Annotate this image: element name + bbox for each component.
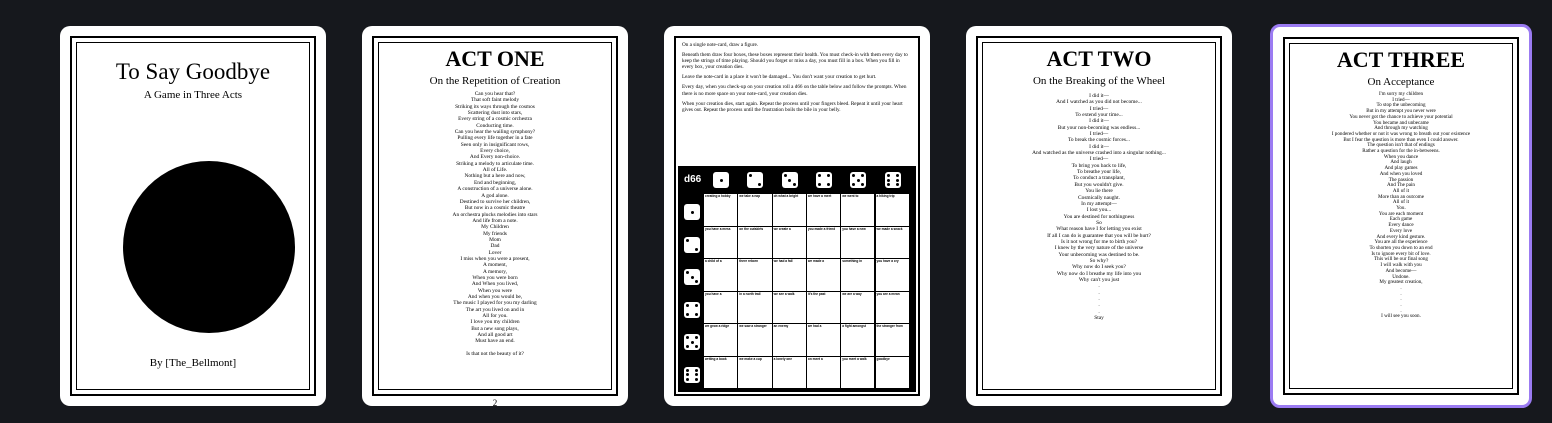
d66-cell: [841, 324, 874, 356]
poem-line: An orchestra plucks melodies into stars: [452, 211, 538, 218]
d66-cell-heading: something in: [842, 259, 863, 263]
die-pip: [887, 179, 890, 182]
die-pip: [691, 276, 694, 279]
poem-line: More than an outcome: [1378, 193, 1424, 200]
rules-paragraph: Leave the note-card in a place it won't be damaged... You don't want your creation to get hurt.: [682, 74, 877, 81]
die-pip: [720, 179, 723, 182]
die-pip: [788, 179, 791, 182]
act-one-card[interactable]: [362, 26, 628, 406]
poem-line: So why?: [1089, 257, 1109, 264]
poem-line: You.: [1396, 205, 1406, 212]
cover-subtitle: A Game in Three Acts: [143, 89, 243, 101]
cover-title: To Say Goodbye: [115, 59, 271, 84]
poem-line: You never got the chance to achieve your potential: [1349, 113, 1453, 120]
poem-line: I did it—: [1089, 93, 1109, 99]
d66-cell: [841, 292, 874, 324]
die-pip: [695, 345, 698, 348]
poem-line: The passion: [1388, 176, 1414, 183]
d66-cell: [704, 292, 737, 324]
d66-cell-heading: it's the past: [807, 291, 826, 296]
poem-line: When you dance: [1383, 153, 1419, 160]
poem-line: And all good art: [477, 332, 513, 339]
poem-line: But you wouldn't give.: [1074, 181, 1124, 188]
d66-cell-heading: you have a new: [842, 226, 866, 231]
poem-line: I miss when you were a present,: [460, 255, 530, 262]
d66-cell: [841, 194, 874, 226]
d66-cell-heading: we had a fall: [773, 259, 793, 263]
poem-line: .: [1098, 302, 1100, 309]
poem-line: .: [1400, 284, 1402, 291]
d66-cell-heading: the stranger from: [876, 324, 903, 328]
poem-line: And become—: [1385, 267, 1417, 274]
d66-cell-heading: on meet a: [807, 356, 823, 361]
poem-line: And when you would be,: [467, 294, 523, 300]
act-two-inner-frame: [982, 42, 1216, 390]
poem-line: I did it—: [1089, 143, 1109, 150]
poem-line: Nothing but a here and now,: [464, 173, 526, 180]
d66-cell: [807, 194, 840, 226]
poem-line: You are destined for nothingness: [1063, 213, 1135, 220]
poem-line: Is to ignore every bit of love.: [1371, 250, 1431, 257]
poem-line: Each game: [1389, 216, 1413, 223]
poem-line: A god alone.: [481, 192, 509, 199]
d66-cell: [841, 357, 874, 389]
poem-line: But now in a cosmic theatre: [464, 205, 526, 212]
poem-line: And through my watching: [1374, 125, 1428, 132]
die-pip: [691, 211, 694, 214]
poem-line: I did it—: [1089, 118, 1109, 125]
d66-cell-heading: we went to: [842, 194, 859, 198]
poem-line: Why can't you just: [1078, 276, 1120, 283]
page-number: 2: [492, 398, 498, 408]
d66-cell-heading: we made a: [807, 259, 825, 263]
d66-cell: [738, 357, 771, 389]
die-pip: [784, 174, 787, 177]
poem-line: Can you hear the wailing symphony?: [454, 129, 536, 136]
d66-cell-heading: a hiking trip: [876, 194, 895, 198]
die-face-2-icon: [747, 172, 763, 188]
die-pip: [686, 336, 689, 339]
act-three-poem: [1290, 92, 1512, 320]
d66-cell: [876, 227, 909, 259]
die-pip: [861, 174, 864, 177]
poem-line: A construction of a universe alone.: [457, 186, 533, 193]
poem-line: You are each moment: [1378, 210, 1424, 217]
d66-cell-heading: you are a mean: [876, 291, 900, 296]
d66-cell: [738, 292, 771, 324]
d66-label: d66: [684, 174, 702, 185]
poem-line: I'm sorry my children: [1378, 91, 1424, 97]
poem-line: .: [1098, 308, 1100, 315]
d66-grid: [704, 194, 914, 390]
die-pip: [695, 378, 698, 381]
d66-cell-heading: we are a way: [842, 291, 862, 296]
poem-line: But in my attempt you never were: [1366, 108, 1436, 115]
poem-line: When you were: [477, 287, 513, 294]
die-face-4-icon: [684, 302, 700, 318]
poem-line: Conducting time.: [476, 122, 514, 129]
poem-line: To stop the unbecoming: [1376, 102, 1426, 109]
die-pip: [793, 183, 796, 186]
act-one-subtitle: On the Repetition of Creation: [429, 75, 561, 87]
black-circle-illustration: [123, 161, 295, 333]
d66-cell: [876, 292, 909, 324]
d66-cell-heading: a fight amongst: [842, 324, 866, 328]
poem-line: Must have an end.: [475, 338, 515, 345]
poem-line: All of it: [1392, 199, 1410, 206]
die-pip: [827, 183, 830, 186]
poem-line: All of Life.: [482, 167, 508, 174]
act-one-poem: [379, 91, 611, 357]
d66-cell: [841, 259, 874, 291]
poem-line: To bring you back to life,: [1071, 162, 1127, 169]
d66-cell: [773, 357, 806, 389]
rules-text: [682, 42, 912, 117]
die-pip: [749, 174, 752, 177]
d66-cell: [807, 292, 840, 324]
poem-line: Every choice,: [480, 148, 510, 155]
poem-line: I knew by the very nature of the universe: [1054, 245, 1144, 252]
d66-cell-heading: writing a book: [705, 356, 727, 361]
poem-line: My Children: [481, 224, 509, 231]
poem-line: Destined to survive her children,: [459, 198, 531, 205]
die-face-5-icon: [684, 334, 700, 350]
d66-cell: [807, 324, 840, 356]
poem-line: Your unbecoming was destined to be.: [1058, 251, 1140, 258]
poem-line: But your non-becoming was endless...: [1057, 124, 1141, 131]
d66-cell-heading: we have a meet: [807, 194, 832, 198]
poem-line: .: [1400, 307, 1402, 314]
die-pip: [896, 174, 899, 177]
d66-cell: [773, 324, 806, 356]
die-pip: [686, 271, 689, 274]
die-pip: [695, 280, 698, 283]
die-pip: [695, 304, 698, 307]
poem-line: Is it not wrong for me to birth you?: [1060, 238, 1138, 245]
die-pip: [827, 174, 830, 177]
poem-line: Mom: [489, 236, 501, 243]
d66-cell-heading: you have a cry: [876, 259, 899, 263]
die-face-1-icon: [684, 204, 700, 220]
d66-cell-heading: oh what a bright: [773, 194, 799, 198]
die-pip: [861, 183, 864, 186]
die-face-6-icon: [885, 172, 901, 188]
die-pip: [818, 174, 821, 177]
act-three-inner-frame: [1289, 43, 1513, 389]
die-pip: [695, 313, 698, 316]
die-face-5-icon: [850, 172, 866, 188]
poem-line: To break the cosmic forces...: [1067, 137, 1131, 144]
poem-line: I love you my children: [470, 319, 520, 326]
poem-line: Can you hear that?: [474, 91, 516, 97]
poem-line: Why now do I seek you?: [1072, 264, 1126, 271]
act-one-title: ACT ONE: [445, 46, 545, 71]
d66-cell: [876, 194, 909, 226]
d66-cell: [704, 259, 737, 291]
poem-line: Pulling every life together in a fate: [457, 135, 533, 142]
poem-line: Stay: [1094, 315, 1104, 322]
poem-line: .: [1098, 283, 1100, 290]
die-pip: [695, 373, 698, 376]
d66-cell: [876, 357, 909, 389]
die-face-3-icon: [684, 269, 700, 285]
d66-cell: [738, 324, 771, 356]
d66-cell-heading: a lonely one: [773, 356, 793, 361]
poem-line: But a new song plays,: [471, 325, 519, 332]
poem-line: But I fear the question is more than even I could answer.: [1343, 136, 1459, 143]
poem-line: And When you lived,: [471, 281, 519, 288]
poem-line: And I watched as you did not become...: [1056, 99, 1142, 106]
die-pip: [686, 313, 689, 316]
poem-line: .: [1400, 296, 1402, 303]
poem-line: .: [1400, 290, 1402, 297]
poem-line: Every love: [1389, 227, 1413, 234]
die-face-1-icon: [713, 172, 729, 188]
d66-cell-heading: we made a snack: [876, 226, 903, 231]
poem-line: The question isn't that of endings: [1367, 142, 1435, 149]
act-two-subtitle: On the Breaking of the Wheel: [1032, 75, 1166, 87]
poem-line: To conduct a transplant,: [1073, 175, 1125, 182]
d66-cell-heading: in a north trail: [739, 291, 761, 296]
d66-cell-heading: we grow a ridge: [705, 324, 730, 328]
cover-card[interactable]: [60, 26, 326, 406]
poem-line: What reason have I for letting you exist: [1056, 226, 1142, 233]
die-face-2-icon: [684, 237, 700, 253]
rules-paragraph: Every day, when you check-up on your creation roll a d66 on the table below and follow the prompts. When there is no more space on your note-card, your creation dies.: [682, 84, 907, 97]
rules-paragraph: On a single note-card, draw a figure.: [682, 42, 759, 48]
poem-line: .: [1098, 296, 1100, 302]
poem-line: A moment,: [483, 262, 507, 269]
d66-cell-heading: we see a walk: [773, 291, 795, 296]
cover-byline: By [The_Bellmont]: [149, 357, 237, 369]
d66-table: [678, 166, 916, 392]
poem-line: End and beginning,: [473, 179, 517, 186]
poem-line: I lost you...: [1086, 207, 1112, 214]
poem-line: Scattering dust into stars,: [467, 110, 523, 117]
d66-cell-heading: you have a: [705, 291, 722, 296]
poem-line: And The pain: [1387, 182, 1415, 189]
poem-line: .: [1400, 302, 1402, 309]
poem-line: All of it: [1392, 187, 1410, 194]
die-pip: [857, 179, 860, 182]
d66-cell-heading: we make a cup: [739, 356, 762, 361]
d66-cell: [704, 324, 737, 356]
d66-cell: [704, 194, 737, 226]
act-three-title: ACT THREE: [1336, 47, 1466, 72]
act-two-card[interactable]: [966, 26, 1232, 406]
rules-paragraph: When your creation dies, start again. Repeat the process until your fingers bleed. Repeat it until your heart gives out. Repeat the process until the frustration boils the bile in your belly.: [682, 100, 903, 113]
poem-line: Dad: [490, 243, 500, 250]
die-face-6-icon: [684, 367, 700, 383]
die-pip: [695, 369, 698, 372]
die-pip: [695, 336, 698, 339]
poem-line: Is that not the beauty of it?: [466, 351, 524, 358]
d66-cell-heading: creating a hobby: [705, 194, 731, 198]
act-three-card-selected[interactable]: [1270, 24, 1532, 408]
rules-paragraph: Beneath them draw four boxes, these boxes represent their health. You must check-in with them every day to keep the strings of time playing. Should you forget or miss a day, you must fill in a box. When you fill in every box, your creation dies.: [682, 52, 908, 71]
poem-line: A memory,: [483, 268, 507, 275]
act-one-inner-frame: [378, 42, 612, 390]
poem-line: You are all the experience: [1374, 239, 1428, 246]
act-one-frame: [372, 36, 618, 396]
poem-line: I will walk with you: [1380, 262, 1422, 269]
poem-line: And every kind gesture.: [1376, 233, 1426, 240]
die-pip: [896, 179, 899, 182]
die-pip: [852, 174, 855, 177]
d66-cell-heading: an enemy: [773, 324, 789, 328]
die-face-3-icon: [782, 172, 798, 188]
die-pip: [852, 183, 855, 186]
poem-line: That soft faint melody: [470, 97, 520, 104]
die-pip: [686, 369, 689, 372]
poem-line: I tried—: [1392, 96, 1410, 103]
poem-line: And laugh: [1390, 159, 1412, 166]
poem-line: To breathe your life,: [1077, 169, 1121, 176]
poem-line: And watched as the universe crashed into a singular nothing...: [1032, 150, 1166, 157]
die-pip: [818, 183, 821, 186]
die-pip: [686, 239, 689, 242]
poem-line: I will see you soon.: [1381, 313, 1421, 320]
die-pip: [686, 373, 689, 376]
die-pip: [896, 183, 899, 186]
poem-line: The music I played for you my darling: [453, 300, 537, 307]
poem-line: I pondered whether or not it was wrong to breath out your existence: [1331, 130, 1471, 137]
poem-line: Every string of a cosmic orchestra: [458, 116, 532, 123]
d66-cell-heading: we saw a stranger: [739, 324, 767, 328]
poem-line: And play games: [1384, 165, 1418, 172]
poem-line: Striking a melody to articulate time.: [456, 160, 534, 167]
rules-card[interactable]: [664, 26, 930, 406]
d66-cell-heading: we had a: [807, 324, 822, 328]
d66-cell: [807, 357, 840, 389]
d66-cell: [704, 227, 737, 259]
poem-line: In my attempt—: [1081, 200, 1117, 207]
rules-frame: [674, 36, 920, 396]
die-face-4-icon: [816, 172, 832, 188]
d66-cell: [704, 357, 737, 389]
d66-cell-heading: on the outskirts: [739, 226, 764, 231]
poem-line: I tried—: [1089, 131, 1109, 138]
poem-line: Why now do I breathe my life into you: [1056, 270, 1142, 277]
d66-cell: [807, 227, 840, 259]
d66-cell: [876, 259, 909, 291]
d66-cell: [773, 227, 806, 259]
poem-line: All for you.: [482, 313, 508, 320]
cover-inner-frame: [76, 42, 310, 390]
die-pip: [686, 345, 689, 348]
d66-cell: [841, 227, 874, 259]
die-pip: [887, 174, 890, 177]
d66-cell: [876, 324, 909, 356]
d66-cell-heading: we create a: [773, 226, 791, 231]
poem-line: My friends: [483, 230, 507, 237]
act-three-frame: [1283, 37, 1519, 395]
poem-line: And life from a note.: [472, 217, 518, 224]
poem-line: Every dance: [1388, 222, 1414, 229]
d66-cell: [807, 259, 840, 291]
d66-cell-heading: you meet a walk: [842, 356, 867, 361]
act-two-poem: [983, 93, 1215, 321]
d66-cell: [773, 292, 806, 324]
poem-line: Rather a question for the in-betweens.: [1362, 148, 1440, 155]
die-pip: [691, 341, 694, 344]
poem-line: If all I can do is guarantee that you will be hurt?: [1047, 232, 1151, 239]
d66-cell-heading: goodbye: [876, 356, 890, 361]
poem-line: To extend your time...: [1075, 112, 1123, 119]
act-two-title: ACT TWO: [1046, 46, 1152, 71]
d66-cell-heading: you made a friend: [807, 226, 836, 231]
poem-line: Striking its ways through the cosmos: [455, 103, 535, 110]
d66-cell-heading: a child of a: [705, 259, 722, 263]
d66-header-row: [680, 168, 914, 194]
poem-line: .: [1098, 289, 1100, 296]
cover-frame: [70, 36, 316, 396]
d66-cell-heading: we take a nap: [739, 194, 761, 198]
poem-line: My greatest creation,: [1379, 279, 1423, 286]
poem-line: I tried—: [1089, 105, 1109, 112]
die-pip: [686, 304, 689, 307]
d66-cell: [773, 259, 806, 291]
poem-line: You lie there: [1085, 188, 1113, 195]
die-pip: [758, 183, 761, 186]
die-pip: [887, 183, 890, 186]
poem-line: This will be our final song: [1374, 256, 1428, 263]
poem-line: Lover: [488, 249, 502, 256]
d66-cell: [738, 227, 771, 259]
poem-line: Seen only in insignificant rows,: [460, 141, 530, 148]
poem-line: The art you lived on and in: [465, 306, 525, 313]
poem-line: You became and unbecame: [1373, 119, 1429, 126]
d66-cell: [773, 194, 806, 226]
poem-line: To shorten you down to an end: [1369, 244, 1433, 251]
d66-cell-heading: there reborn: [739, 259, 759, 263]
d66-cell: [738, 194, 771, 226]
poem-line: And Every non-choice.: [469, 154, 521, 161]
poem-line: Undone.: [1392, 273, 1410, 280]
poem-line: And when you loved: [1379, 170, 1423, 177]
poem-line: I tried—: [1089, 156, 1109, 163]
act-three-subtitle: On Acceptance: [1367, 76, 1435, 88]
d66-cell-heading: you have a mess: [705, 226, 731, 231]
poem-line: Cosmically naught.: [1078, 194, 1120, 201]
die-pip: [695, 248, 698, 251]
act-two-frame: [976, 36, 1222, 396]
die-pip: [686, 378, 689, 381]
poem-line: When you were born: [472, 274, 518, 281]
poem-line: So: [1096, 219, 1102, 226]
d66-cell: [738, 259, 771, 291]
